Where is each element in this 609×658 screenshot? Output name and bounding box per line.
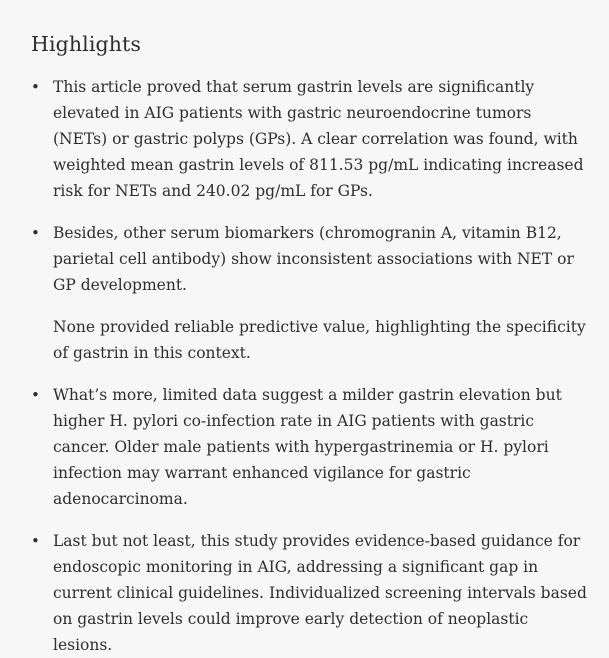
highlight-paragraph: This article proved that serum gastrin levels are significantly elevated in AIG patients with gastric neuroendocrine tumors (NETs) or gastric polyps (GPs). A clear correlation was found, with weighted mean gastrin levels of 811.53 pg/mL indicating increased risk for NETs and 240.02 pg/mL for GPs. — [53, 78, 584, 200]
bullet-icon: • — [31, 224, 40, 242]
bullet-icon: • — [31, 386, 40, 404]
highlight-item-2 — [31, 220, 589, 366]
highlight-paragraph: What’s more, limited data suggest a milder gastrin elevation but higher H. pylori co-infection rate in AIG patients with gastric cancer. Older male patients with hypergastrinemia or H. pylori infection may warrant enhanced vigilance for gastric adenocarcinoma. — [53, 386, 562, 508]
highlight-item-1 — [31, 74, 589, 204]
bullet-icon: • — [31, 532, 40, 550]
highlights-heading: Highlights — [31, 32, 141, 56]
highlight-paragraph: Besides, other serum biomarkers (chromogranin A, vitamin B12, parietal cell antibody) show inconsistent associations with NET or GP development. — [53, 224, 574, 294]
highlight-paragraph: Last but not least, this study provides evidence-based guidance for endoscopic monitoring in AIG, addressing a significant gap in current clinical guidelines. Individualized screening intervals based on gastrin levels could improve early detection of neoplastic lesions. — [53, 532, 587, 654]
highlight-item-4 — [31, 528, 589, 658]
highlights-list — [31, 74, 589, 658]
highlight-item-3 — [31, 382, 589, 512]
bullet-icon: • — [31, 78, 40, 96]
highlight-paragraph: None provided reliable predictive value, highlighting the specificity of gastrin in this context. — [53, 318, 586, 362]
